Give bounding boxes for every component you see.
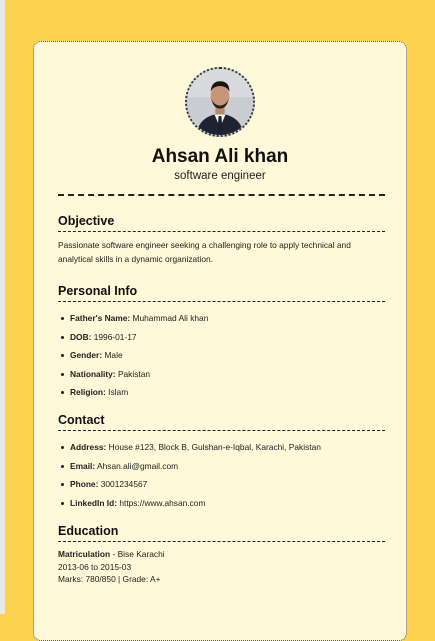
item-label: Religion: <box>70 387 106 397</box>
list-item <box>70 457 385 476</box>
item-value: Male <box>104 350 123 360</box>
window-edge <box>0 0 5 614</box>
item-label: Email: <box>70 460 96 471</box>
item-value: House #123, Block B, Gulshan-e-Iqbal, Karachi, Pakistan <box>108 442 321 452</box>
list-item <box>70 475 385 494</box>
degree-separator: - <box>110 549 118 559</box>
section-heading-personal-info: Personal Info <box>58 284 385 302</box>
header-divider <box>58 194 385 196</box>
list-item <box>70 365 385 384</box>
degree: Matriculation <box>58 549 111 559</box>
item-value: 3001234567 <box>100 479 148 489</box>
resume-card <box>33 41 407 641</box>
institute: Bise Karachi <box>117 549 165 559</box>
item-label: Address: <box>70 442 107 452</box>
candidate-name: Ahsan Ali khan <box>151 146 289 167</box>
list-item <box>70 328 385 347</box>
item-value: Islam <box>108 387 129 397</box>
candidate-role: software engineer <box>174 170 266 182</box>
item-value: https://www.ahsan.com <box>119 497 206 508</box>
person-photo-icon <box>187 69 253 135</box>
list-item <box>70 309 385 328</box>
list-item <box>70 383 385 402</box>
section-heading-education: Education <box>58 524 385 542</box>
education-entry <box>58 548 385 586</box>
list-item <box>70 346 385 365</box>
item-label: Phone: <box>70 479 99 489</box>
item-label: LinkedIn Id: <box>70 497 117 508</box>
personal-info-section <box>58 284 385 402</box>
education-period: 2013-06 to 2015-03 <box>58 561 132 572</box>
education-degree-line <box>58 548 385 561</box>
section-heading-contact: Contact <box>58 413 385 431</box>
list-item <box>70 438 385 457</box>
contact-list <box>58 438 385 512</box>
item-label: Nationality: <box>70 368 116 379</box>
item-value: Muhammad Ali khan <box>132 313 209 323</box>
item-value: Ahsan.ali@gmail.com <box>97 460 179 471</box>
item-value: Pakistan <box>117 368 151 379</box>
objective-text: Passionate software engineer seeking a challenging role to apply technical and analytical skills in a dynamic organization. <box>58 240 351 264</box>
education-section <box>58 524 385 586</box>
section-heading-objective: Objective <box>58 214 385 232</box>
objective-section <box>58 214 385 266</box>
contact-section <box>58 413 385 512</box>
personal-info-list <box>58 309 385 402</box>
profile-photo <box>185 67 255 137</box>
list-item <box>70 494 385 513</box>
item-value: 1996-01-17 <box>93 331 137 342</box>
item-label: DOB: <box>70 331 92 342</box>
item-label: Gender: <box>70 350 103 360</box>
education-marks: Marks: 780/850 | Grade: A+ <box>58 574 161 584</box>
item-label: Father's Name: <box>70 313 131 323</box>
